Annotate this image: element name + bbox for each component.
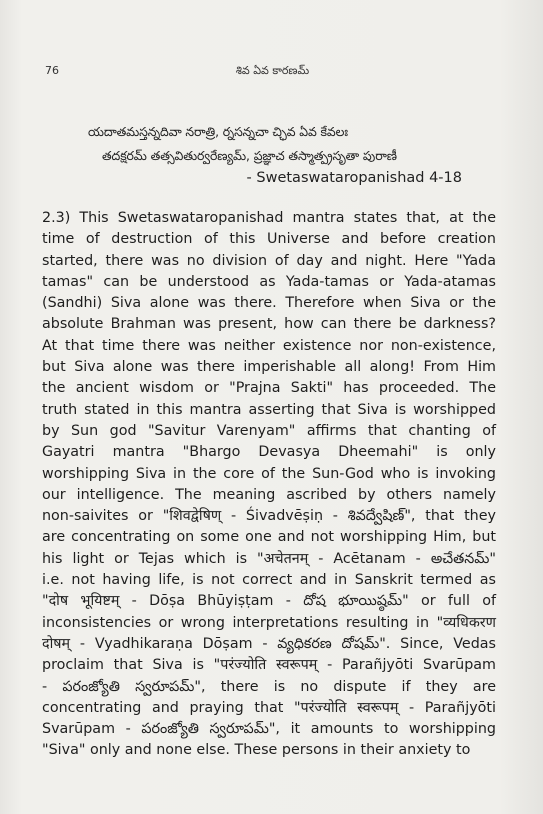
paragraph-line: truth stated in this mantra asserting that Siva is worshipped <box>42 401 496 418</box>
paragraph-line: Svarūpam - పరంజ్యోతి స్వరూపమ్", it amounts to worshipping <box>42 721 496 738</box>
paragraph-line: worshipping Siva in the core of the Sun-God who is invoking <box>42 465 496 482</box>
paragraph-line: tamas" can be understood as Yada-tamas or Yada-atamas <box>42 273 496 290</box>
paragraph-line: are concentrating on some one and not worshipping Him, but <box>42 529 496 546</box>
paragraph-line: दोषम् - Vyadhikaraṇa Dōṣam - వ్యధికరణ దోషమ్". Since, Vedas <box>42 635 496 652</box>
paragraph-line: his light or Tejas which is "अचेतनम् - Acētanam - అచేతనమ్" <box>42 550 496 567</box>
paragraph-line: time of destruction of this Universe and before creation <box>42 231 496 248</box>
paragraph-line: the ancient wisdom or "Prajna Sakti" has proceeded. The <box>42 380 496 397</box>
paragraph-line: "दोष भूयिष्टम् - Dōṣa Bhūyiṣṭam - దోష భూయిష్ఠమ్" or full of <box>42 593 496 610</box>
body-paragraph <box>42 208 496 762</box>
paragraph-line: our intelligence. The meaning ascribed by others namely <box>42 486 496 503</box>
paragraph-line: i.e. not having life, is not correct and in Sanskrit termed as <box>42 572 496 589</box>
paragraph-line: "Siva" only and none else. These persons in their anxiety to <box>42 742 471 759</box>
paragraph-line: concentrating and praying that "परंज्योति स्वरूपम् - Parañjyōti <box>42 699 496 716</box>
paragraph-line: inconsistencies or wrong interpretations resulting in "व्यधिकरण <box>42 614 496 631</box>
paragraph-line: absolute Brahman was present, how can there be darkness? <box>42 316 496 333</box>
paragraph-line: non-saivites or "शिवद्वेषिण् - Śivadvēṣiṇ - శివద్వేషిణ్", that they <box>42 508 496 525</box>
paragraph-line: - పరంజ్యోతి స్వరూపమ్", there is no dispute if they are <box>42 678 496 695</box>
paragraph-line: proclaim that Siva is "परंज्योति स्वरूपम् - Parañjyōti Svarūpam <box>42 657 496 674</box>
paragraph-line: but Siva alone was there imperishable all along! From Him <box>42 359 496 376</box>
paragraph-line: started, there was no division of day and night. Here "Yada <box>42 252 496 269</box>
verse-source: - Swetaswataropanishad 4-18 <box>246 170 462 186</box>
paragraph-line: Gayatri mantra "Bhargo Devasya Dheemahi" is only <box>42 444 496 461</box>
verse-line-1: యదాతమస్తన్నదివా నరాత్రి, ర్నసన్నచా చ్ఛివ ఏవ కేవలః <box>88 124 348 139</box>
paragraph-line: (Sandhi) Siva alone was there. Therefore when Siva or the <box>42 295 496 312</box>
paragraph-line: by Sun god "Savitur Varenyam" affirms that chanting of <box>42 422 496 439</box>
running-title: శివ ఏవ కారణమ్ <box>235 64 310 77</box>
paragraph-line: 2.3) This Swetaswataropanishad mantra states that, at the <box>42 210 496 226</box>
verse-line-2: తదక్షరమ్ తత్సవితుర్వరేణ్యమ్, ప్రజ్ఞాచ తస్మాత్ప్రసృతా పురాణీ <box>102 148 397 163</box>
paragraph-line: At that time there was neither existence nor non-existence, <box>42 337 496 354</box>
page-number: 76 <box>45 64 59 77</box>
